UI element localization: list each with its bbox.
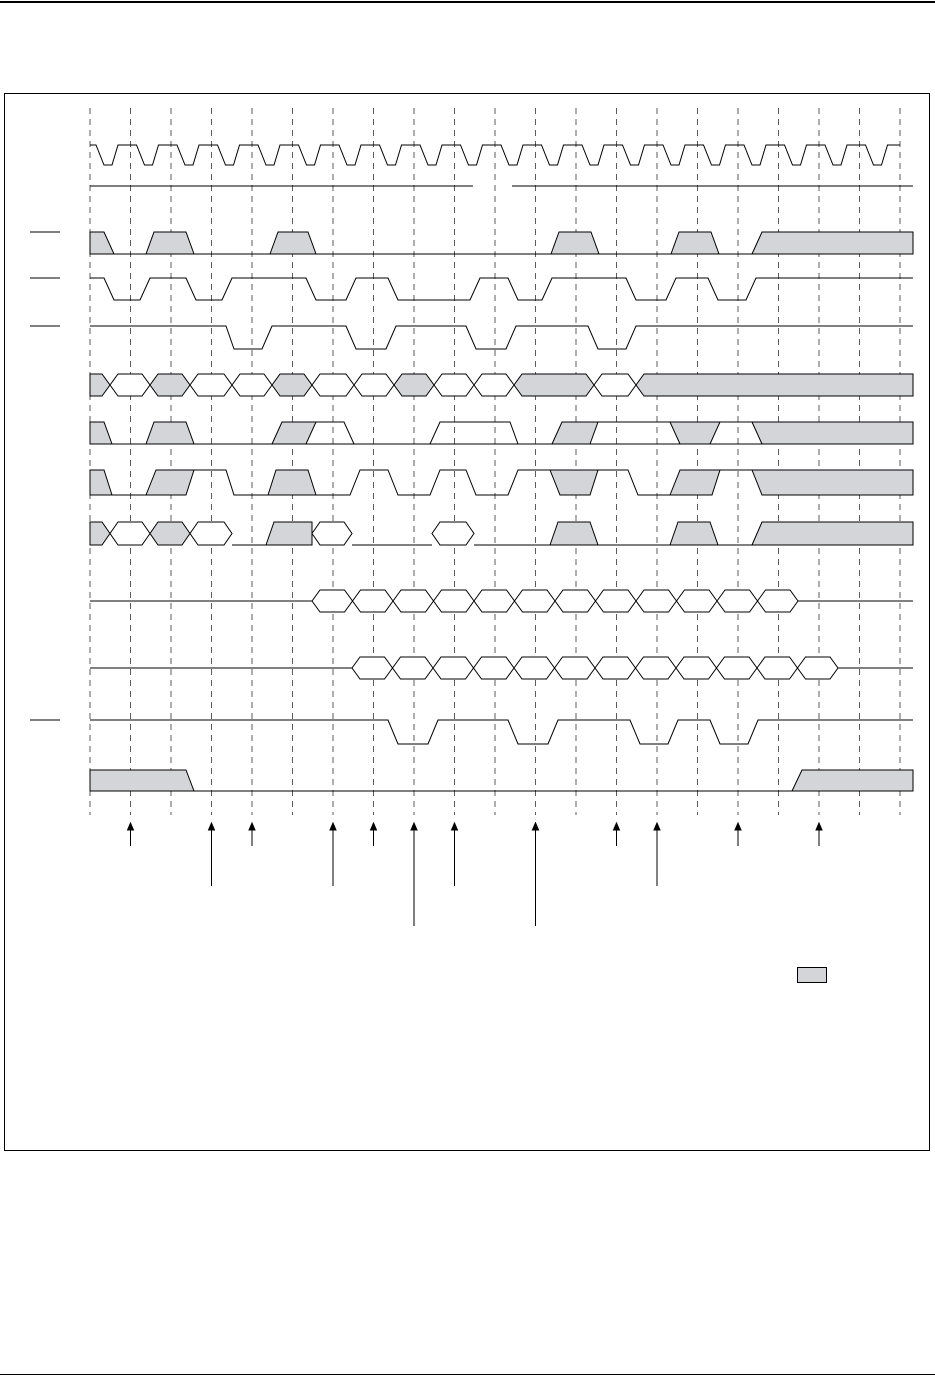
- bus-cell: [636, 657, 677, 679]
- signal-row: [90, 590, 913, 612]
- bus-cell: [432, 522, 474, 545]
- event-markers: [128, 823, 823, 926]
- shaded-pulse: [268, 470, 316, 495]
- bus-cell: [594, 374, 636, 396]
- event-marker-arrowhead: [735, 823, 741, 830]
- signal-row: [90, 522, 913, 545]
- bus-cell: [150, 522, 190, 545]
- event-marker-arrowhead: [249, 823, 255, 830]
- event-marker-arrowhead: [533, 823, 539, 830]
- bus-cell: [354, 374, 394, 396]
- signal-row: [30, 720, 913, 744]
- legend-shaded-swatch: [797, 967, 827, 983]
- event-marker-arrowhead: [816, 823, 822, 830]
- shaded-pulse: [752, 470, 913, 495]
- bus-cell: [312, 522, 352, 545]
- bus-cell: [150, 374, 190, 396]
- bus-cell: [677, 590, 718, 612]
- bus-cell: [352, 657, 393, 679]
- shaded-pulse: [670, 470, 720, 495]
- signal-row: [90, 470, 913, 495]
- shaded-pulse: [752, 522, 913, 545]
- bus-cell: [474, 374, 514, 396]
- shaded-pulse: [550, 522, 598, 545]
- shaded-pulse: [270, 232, 316, 254]
- bus-cell: [514, 657, 555, 679]
- bus-cell: [272, 374, 312, 396]
- signal-row: [90, 657, 913, 679]
- bus-cell: [434, 590, 475, 612]
- shaded-pulse: [272, 422, 316, 444]
- shaded-pulse: [90, 422, 112, 444]
- logic-waveform: [598, 470, 670, 495]
- shaded-pulse: [90, 470, 112, 495]
- bus-cell: [353, 590, 394, 612]
- bus-cell: [434, 374, 474, 396]
- bus-cell: [676, 657, 717, 679]
- bus-cell: [312, 374, 354, 396]
- shaded-pulse: [146, 470, 194, 495]
- shaded-pulse: [671, 232, 719, 254]
- signal-row: [30, 232, 913, 254]
- signal-row: [90, 770, 913, 791]
- signal-row: [30, 278, 913, 300]
- bus-cell: [555, 590, 596, 612]
- bus-cell: [515, 590, 556, 612]
- bus-cell: [312, 590, 353, 612]
- signal-rows: [30, 145, 913, 791]
- shaded-pulse: [266, 522, 312, 545]
- bus-cell: [474, 590, 515, 612]
- shaded-pulse: [792, 770, 913, 791]
- event-marker-arrowhead: [654, 823, 660, 830]
- logic-waveform: [90, 326, 913, 349]
- bus-cell: [394, 374, 434, 396]
- bus-cell: [110, 374, 150, 396]
- logic-waveform: [90, 278, 913, 300]
- event-marker-arrowhead: [371, 823, 377, 830]
- logic-waveform: [90, 720, 913, 744]
- bus-cell: [393, 590, 434, 612]
- signal-row: [30, 326, 913, 349]
- shaded-pulse: [552, 422, 598, 444]
- event-marker-arrowhead: [614, 823, 620, 830]
- bus-cell: [596, 590, 637, 612]
- signal-row: [90, 374, 913, 396]
- bus-cell: [636, 590, 677, 612]
- signal-row: [90, 422, 913, 444]
- bus-cell: [90, 522, 110, 545]
- bus-cell: [758, 590, 799, 612]
- page-bottom-rule: [0, 1374, 935, 1375]
- logic-waveform: [316, 470, 550, 495]
- bus-cell: [555, 657, 596, 679]
- bus-cell: [90, 374, 110, 396]
- event-marker-arrowhead: [411, 823, 417, 830]
- shaded-pulse: [670, 422, 720, 444]
- event-marker-arrowhead: [452, 823, 458, 830]
- cycle-gridlines: [90, 108, 900, 815]
- bus-cell: [110, 522, 150, 545]
- bus-cell: [757, 657, 798, 679]
- bus-cell: [636, 374, 913, 396]
- shaded-pulse: [90, 232, 114, 254]
- bus-cell: [798, 657, 839, 679]
- bus-cell: [190, 522, 232, 545]
- bus-cell: [190, 374, 232, 396]
- bus-cell: [717, 657, 758, 679]
- bus-cell: [433, 657, 474, 679]
- logic-waveform: [194, 470, 268, 495]
- bus-cell: [393, 657, 434, 679]
- shaded-pulse: [551, 232, 599, 254]
- bus-cell: [717, 590, 758, 612]
- shaded-pulse: [752, 422, 913, 444]
- logic-waveform: [306, 422, 552, 444]
- bus-cell: [232, 374, 272, 396]
- shaded-pulse: [670, 522, 718, 545]
- shaded-pulse: [146, 232, 194, 254]
- event-marker-arrowhead: [128, 823, 134, 830]
- bus-cell: [474, 657, 515, 679]
- event-marker-arrowhead: [209, 823, 215, 830]
- bus-cell: [514, 374, 594, 396]
- shaded-pulse: [146, 422, 194, 444]
- bus-cell: [595, 657, 636, 679]
- shaded-pulse: [90, 770, 194, 791]
- event-marker-arrowhead: [330, 823, 336, 830]
- shaded-pulse: [752, 232, 913, 254]
- shaded-pulse: [550, 470, 598, 495]
